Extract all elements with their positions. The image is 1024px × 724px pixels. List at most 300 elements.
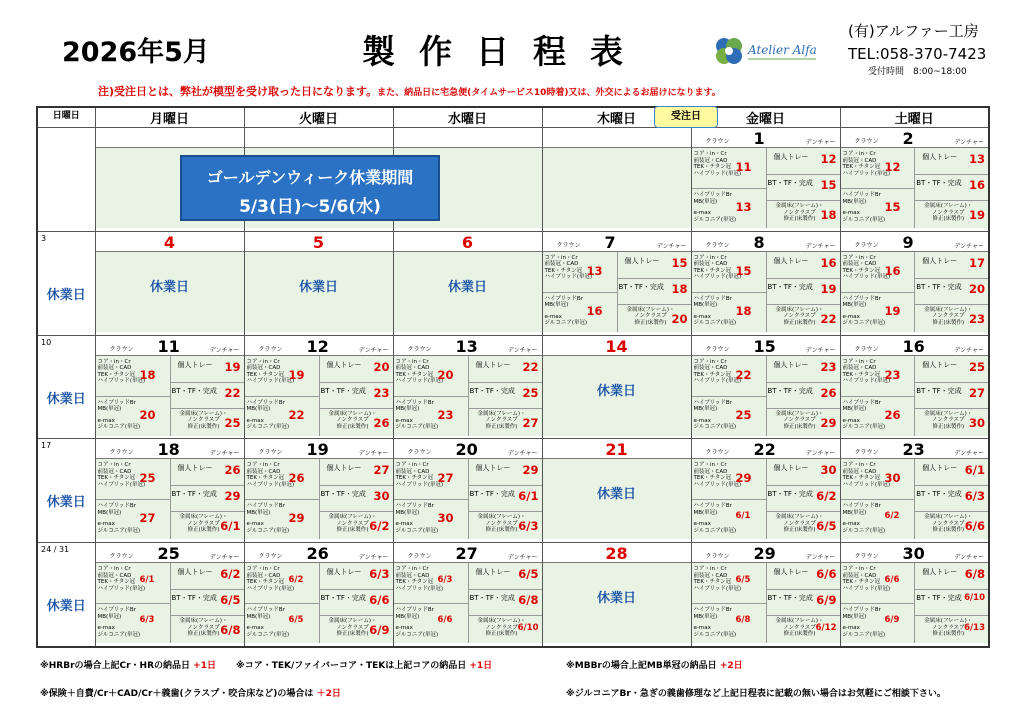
metal-label: 金属床(フレーム)・ ノンクラスプ 修正(床製作) bbox=[924, 306, 973, 326]
weekday-saturday: 土曜日 bbox=[840, 107, 989, 128]
day-cell bbox=[244, 439, 393, 543]
bt-label: BT・TF・完成 bbox=[916, 490, 962, 499]
day-body bbox=[543, 563, 691, 643]
day-number: 13 bbox=[455, 336, 478, 356]
metal-label: 金属床(フレーム)・ ノンクラスプ 修正(床製作) bbox=[179, 618, 228, 638]
divider bbox=[692, 603, 766, 604]
crown-due-1: 18 bbox=[139, 367, 156, 382]
crown-due-1: 19 bbox=[288, 367, 305, 382]
divider bbox=[914, 278, 988, 279]
day-number: 6 bbox=[461, 232, 474, 252]
day-body bbox=[245, 563, 393, 643]
day-cell bbox=[95, 335, 244, 439]
week-label-cell bbox=[37, 335, 95, 439]
day-number: 4 bbox=[163, 232, 176, 252]
emax-label: e-max ジルコニア(単冠) bbox=[246, 625, 290, 638]
day-body bbox=[394, 252, 542, 332]
crown-label: クラウン bbox=[705, 138, 730, 145]
denture-due-1: 6/5 bbox=[518, 567, 539, 582]
footnote-core-text: ※コア・TEK/ファイバーコア・TEKは上記コアの納品日 bbox=[236, 661, 467, 671]
denture-label: デンチャー bbox=[954, 450, 984, 458]
denture-label: デンチャー bbox=[805, 346, 836, 354]
divider bbox=[468, 589, 542, 590]
crown-due-1: 13 bbox=[586, 263, 603, 278]
denture-due-3: 6/12 bbox=[815, 623, 837, 634]
divider bbox=[914, 615, 988, 616]
crown-label: クラウン bbox=[854, 241, 879, 249]
closed-label: 休業日 bbox=[596, 591, 636, 607]
day-header bbox=[394, 128, 542, 148]
bt-label: BT・TF・完成 bbox=[320, 386, 366, 395]
denture-label: デンチャー bbox=[805, 242, 836, 250]
emax-label: e-max ジルコニア(単冠) bbox=[693, 210, 737, 223]
divider bbox=[914, 511, 988, 512]
day-number: 27 bbox=[455, 544, 478, 564]
business-hours: 受付時間 8:00~18:00 bbox=[868, 67, 967, 77]
day-number: 22 bbox=[753, 440, 776, 460]
day-number: 29 bbox=[753, 544, 776, 564]
day-body bbox=[692, 148, 840, 228]
hybrid-label: ハイブリッドBr MB(単冠) bbox=[693, 503, 732, 516]
divider bbox=[914, 356, 915, 436]
day-number: 16 bbox=[902, 336, 925, 356]
notice-rest: また、納品日に宅急便(タイムサービス10時着)又は、外交によるお届けになります。 bbox=[377, 88, 721, 98]
personal-tray-label: 個人トレー bbox=[326, 464, 362, 473]
day-body bbox=[692, 252, 840, 332]
divider bbox=[692, 396, 766, 397]
bt-label: BT・TF・完成 bbox=[469, 594, 515, 603]
metal-label: 金属床(フレーム)・ ノンクラスプ 修正(床製作) bbox=[477, 410, 526, 430]
day-body bbox=[841, 252, 989, 332]
day-header bbox=[245, 232, 393, 252]
divider bbox=[766, 356, 767, 436]
crown-due-1: 11 bbox=[735, 160, 752, 174]
crown-label: クラウン bbox=[705, 345, 730, 353]
weekday-friday: 金曜日 bbox=[691, 107, 840, 128]
crown-label: クラウン bbox=[258, 553, 283, 561]
day-header bbox=[841, 128, 989, 148]
crown-due-2: 19 bbox=[884, 303, 901, 318]
crown-due-1: 6/3 bbox=[437, 575, 453, 586]
personal-tray-label: 個人トレー bbox=[773, 464, 809, 473]
day-body bbox=[394, 356, 542, 436]
hybrid-label: ハイブリッドBr MB(単冠) bbox=[246, 503, 285, 516]
divider bbox=[170, 408, 244, 409]
denture-due-1: 26 bbox=[224, 463, 241, 478]
footnote-core-days: +1日 bbox=[469, 661, 493, 671]
day-body bbox=[245, 459, 393, 539]
divider bbox=[468, 408, 542, 409]
crown-due-1: 16 bbox=[884, 263, 901, 278]
crown-due-1: 15 bbox=[735, 263, 752, 278]
divider bbox=[319, 615, 393, 616]
order-date-callout: 受注日 bbox=[654, 106, 718, 128]
bt-label: BT・TF・完成 bbox=[469, 386, 515, 395]
divider bbox=[766, 459, 767, 539]
divider bbox=[914, 589, 988, 590]
crown-label: クラウン bbox=[705, 449, 730, 457]
denture-due-3: 22 bbox=[820, 311, 837, 326]
emax-label: e-max ジルコニア(単冠) bbox=[842, 417, 886, 431]
denture-due-1: 27 bbox=[373, 463, 390, 478]
bt-label: BT・TF・完成 bbox=[916, 594, 962, 603]
divider bbox=[170, 615, 244, 616]
denture-label: デンチャー bbox=[209, 554, 240, 562]
core-label: コア・in・Cr 前装冠・CAD TEK・チタン冠 ハイブリッド(単冠) bbox=[693, 358, 742, 385]
notice-main: 注)受注日とは、弊社が模型を受け取った日になります。 bbox=[98, 85, 378, 98]
denture-due-1: 29 bbox=[522, 463, 539, 478]
crown-due-2: 25 bbox=[735, 407, 752, 422]
day-header bbox=[245, 439, 393, 459]
denture-due-1: 22 bbox=[522, 359, 539, 374]
hybrid-label: ハイブリッドBr MB(単冠) bbox=[544, 295, 583, 309]
divider bbox=[319, 356, 320, 436]
footnote-insurance bbox=[40, 686, 341, 699]
divider bbox=[394, 499, 468, 500]
hybrid-label: ハイブリッドBr MB(単冠) bbox=[97, 399, 136, 413]
core-label: コア・in・Cr 前装冠・CAD TEK・チタン冠 ハイブリッド(単冠) bbox=[842, 254, 891, 281]
crown-due-2: 23 bbox=[437, 407, 454, 422]
emax-label: e-max ジルコニア(単冠) bbox=[693, 521, 737, 534]
crown-due-2: 30 bbox=[437, 511, 454, 526]
crown-due-1: 6/5 bbox=[735, 575, 751, 586]
metal-label: 金属床(フレーム)・ ノンクラスプ 修正(床製作) bbox=[477, 618, 526, 638]
denture-label: デンチャー bbox=[507, 554, 538, 562]
day-number: 12 bbox=[306, 336, 329, 356]
metal-label: 金属床(フレーム)・ ノンクラスプ 修正(床製作) bbox=[924, 618, 973, 638]
hybrid-label: ハイブリッドBr MB(単冠) bbox=[842, 607, 881, 620]
crown-due-1: 27 bbox=[437, 471, 454, 486]
personal-tray-label: 個人トレー bbox=[475, 360, 511, 369]
day-body bbox=[543, 252, 691, 332]
day-header bbox=[394, 232, 542, 252]
denture-due-3: 20 bbox=[671, 311, 688, 326]
day-header bbox=[841, 543, 989, 563]
hybrid-label: ハイブリッドBr MB(単冠) bbox=[842, 503, 881, 516]
day-body bbox=[692, 563, 840, 643]
footnote-hrbr-days: +1日 bbox=[193, 661, 216, 671]
day-number: 25 bbox=[157, 544, 180, 564]
denture-due-3: 25 bbox=[224, 415, 241, 430]
bt-label: BT・TF・完成 bbox=[320, 594, 366, 603]
metal-label: 金属床(フレーム)・ ノンクラスプ 修正(床製作) bbox=[179, 410, 228, 430]
day-number: 14 bbox=[605, 336, 628, 356]
denture-due-2: 19 bbox=[820, 281, 837, 296]
week-row bbox=[37, 543, 989, 647]
denture-label: デンチャー bbox=[209, 346, 240, 354]
hybrid-label: ハイブリッドBr MB(単冠) bbox=[842, 399, 881, 413]
personal-tray-label: 個人トレー bbox=[326, 360, 362, 369]
denture-due-1: 6/2 bbox=[220, 567, 241, 582]
crown-due-1: 6/6 bbox=[884, 575, 900, 586]
bt-label: BT・TF・完成 bbox=[916, 282, 962, 291]
denture-due-2: 25 bbox=[522, 385, 539, 400]
day-cell bbox=[244, 543, 393, 647]
day-cell bbox=[95, 543, 244, 647]
denture-due-3: 18 bbox=[820, 208, 837, 222]
day-cell bbox=[691, 543, 840, 647]
hybrid-label: ハイブリッドBr MB(単冠) bbox=[395, 399, 434, 413]
day-body bbox=[96, 563, 244, 643]
denture-due-1: 25 bbox=[968, 359, 985, 374]
crown-label: クラウン bbox=[854, 553, 879, 561]
day-header bbox=[96, 336, 244, 356]
metal-label: 金属床(フレーム)・ ノンクラスプ 修正(床製作) bbox=[328, 618, 377, 638]
crown-due-1: 20 bbox=[437, 367, 454, 382]
day-number: 19 bbox=[306, 440, 329, 460]
notice-text bbox=[98, 83, 721, 99]
denture-label: デンチャー bbox=[507, 346, 538, 354]
day-number: 9 bbox=[902, 232, 914, 252]
bt-label: BT・TF・完成 bbox=[916, 386, 962, 395]
core-label: コア・in・Cr 前装冠・CAD TEK・チタン冠 ハイブリッド(単冠) bbox=[97, 462, 146, 488]
denture-due-1: 20 bbox=[373, 359, 390, 374]
day-body bbox=[841, 148, 989, 228]
divider bbox=[914, 148, 915, 228]
day-cell bbox=[691, 128, 840, 232]
denture-due-2: 6/8 bbox=[518, 593, 539, 608]
crown-due-2: 20 bbox=[139, 407, 156, 422]
day-number: 26 bbox=[306, 544, 329, 564]
closed-label: 休業日 bbox=[596, 487, 636, 503]
day-number: 18 bbox=[157, 440, 180, 460]
emax-label: e-max ジルコニア(単冠) bbox=[97, 625, 141, 638]
divider bbox=[170, 589, 244, 590]
day-header bbox=[394, 543, 542, 563]
denture-label: デンチャー bbox=[954, 242, 984, 250]
closed-label: 休業日 bbox=[596, 383, 636, 399]
divider bbox=[96, 499, 170, 500]
personal-tray-label: 個人トレー bbox=[773, 256, 809, 265]
denture-due-2: 20 bbox=[968, 281, 985, 296]
bt-label: BT・TF・完成 bbox=[171, 594, 217, 603]
day-number: 21 bbox=[605, 440, 628, 460]
day-cell bbox=[393, 231, 542, 335]
divider bbox=[468, 459, 469, 539]
closed-label: 休業日 bbox=[149, 279, 189, 295]
crown-due-2: 13 bbox=[735, 200, 752, 214]
denture-label: デンチャー bbox=[358, 554, 389, 562]
denture-due-1: 16 bbox=[820, 255, 837, 270]
day-cell bbox=[691, 231, 840, 335]
day-body bbox=[245, 252, 393, 332]
day-body bbox=[96, 459, 244, 539]
crown-due-2: 26 bbox=[884, 407, 901, 422]
crown-due-1: 22 bbox=[735, 367, 752, 382]
denture-due-1: 12 bbox=[820, 152, 837, 166]
personal-tray-label: 個人トレー bbox=[475, 464, 511, 473]
day-cell bbox=[244, 335, 393, 439]
footnote-core bbox=[236, 658, 492, 671]
divider bbox=[468, 382, 542, 383]
crown-label: クラウン bbox=[109, 553, 134, 561]
day-header bbox=[841, 439, 989, 459]
divider bbox=[766, 148, 767, 228]
crown-label: クラウン bbox=[407, 449, 432, 457]
hybrid-label: ハイブリッドBr MB(単冠) bbox=[246, 399, 285, 413]
divider bbox=[245, 603, 319, 604]
personal-tray-label: 個人トレー bbox=[177, 568, 213, 577]
crown-due-1: 30 bbox=[884, 471, 901, 486]
crown-label: クラウン bbox=[705, 241, 730, 249]
crown-due-1: 6/2 bbox=[288, 575, 304, 586]
divider bbox=[914, 174, 988, 175]
day-number: 7 bbox=[604, 232, 616, 252]
phone-number: TEL:058-370-7423 bbox=[848, 45, 987, 63]
divider bbox=[766, 485, 840, 486]
day-body bbox=[841, 563, 989, 643]
denture-due-2: 16 bbox=[968, 178, 985, 192]
emax-label: e-max ジルコニア(単冠) bbox=[246, 417, 290, 431]
crown-due-1: 26 bbox=[288, 471, 305, 486]
crown-label: クラウン bbox=[258, 449, 283, 457]
core-label: コア・in・Cr 前装冠・CAD TEK・チタン冠 ハイブリッド(単冠) bbox=[395, 566, 444, 592]
day-body bbox=[245, 356, 393, 436]
bt-label: BT・TF・完成 bbox=[618, 282, 664, 291]
footnote-mbbr-text: ※MBBrの場合上記MB単冠の納品日 bbox=[566, 661, 717, 671]
closed-label: 休業日 bbox=[298, 279, 338, 295]
personal-tray-label: 個人トレー bbox=[922, 568, 958, 577]
denture-label: デンチャー bbox=[805, 139, 836, 146]
divider bbox=[914, 459, 915, 539]
bt-label: BT・TF・完成 bbox=[469, 490, 515, 499]
core-label: コア・in・Cr 前装冠・CAD TEK・チタン冠 ハイブリッド(単冠) bbox=[246, 566, 295, 592]
divider bbox=[841, 603, 915, 604]
sunday-closed-label: 休業日 bbox=[46, 287, 86, 303]
emax-label: e-max ジルコニア(単冠) bbox=[246, 521, 290, 534]
day-header bbox=[96, 439, 244, 459]
company-name: (有)アルファー工房 bbox=[848, 22, 979, 40]
day-header bbox=[543, 543, 691, 563]
day-header bbox=[692, 128, 840, 148]
day-header bbox=[841, 232, 989, 252]
divider bbox=[543, 292, 617, 293]
divider bbox=[617, 304, 691, 305]
personal-tray-label: 個人トレー bbox=[326, 568, 362, 577]
divider bbox=[245, 396, 319, 397]
divider bbox=[394, 603, 468, 604]
day-number: 20 bbox=[455, 440, 478, 460]
core-label: コア・in・Cr 前装冠・CAD TEK・チタン冠 ハイブリッド(単冠) bbox=[693, 462, 742, 488]
crown-due-1: 6/1 bbox=[139, 575, 155, 586]
divider bbox=[841, 188, 915, 189]
day-header bbox=[245, 336, 393, 356]
personal-tray-label: 個人トレー bbox=[177, 464, 213, 473]
core-label: コア・in・Cr 前装冠・CAD TEK・チタン冠 ハイブリッド(単冠) bbox=[842, 462, 891, 488]
crown-due-2: 18 bbox=[735, 303, 752, 318]
day-cell bbox=[840, 128, 989, 232]
denture-due-3: 6/6 bbox=[964, 519, 985, 534]
day-header bbox=[543, 336, 691, 356]
day-number: 15 bbox=[753, 336, 776, 356]
day-header bbox=[245, 128, 393, 148]
personal-tray-label: 個人トレー bbox=[624, 256, 660, 265]
crown-label: クラウン bbox=[258, 345, 283, 353]
crown-label: クラウン bbox=[109, 345, 134, 353]
emax-label: e-max ジルコニア(単冠) bbox=[544, 313, 588, 327]
footnote-hrbr bbox=[40, 658, 216, 671]
weekday-monday: 月曜日 bbox=[95, 107, 244, 128]
hybrid-label: ハイブリッドBr MB(単冠) bbox=[693, 192, 732, 205]
crown-due-2: 22 bbox=[288, 407, 305, 422]
day-number: 30 bbox=[902, 544, 925, 564]
crown-due-2: 6/1 bbox=[735, 511, 751, 522]
denture-due-3: 27 bbox=[522, 415, 539, 430]
denture-label: デンチャー bbox=[954, 554, 984, 562]
divider bbox=[766, 382, 840, 383]
personal-tray-label: 個人トレー bbox=[922, 256, 958, 265]
divider bbox=[914, 485, 988, 486]
day-header bbox=[394, 336, 542, 356]
denture-due-2: 26 bbox=[820, 385, 837, 400]
divider bbox=[394, 396, 468, 397]
day-header bbox=[394, 439, 542, 459]
divider bbox=[468, 563, 469, 643]
core-label: コア・in・Cr 前装冠・CAD TEK・チタン冠 ハイブリッド(単冠) bbox=[246, 358, 295, 385]
footnote-insurance-text: ※保険＋自費/Cr＋CAD/Cr＋義歯(クラスプ・咬合床など)の場合は bbox=[40, 689, 314, 699]
core-label: コア・in・Cr 前装冠・CAD TEK・チタン冠 ハイブリッド(単冠) bbox=[97, 358, 146, 385]
divider bbox=[692, 499, 766, 500]
personal-tray-label: 個人トレー bbox=[922, 464, 958, 473]
denture-due-2: 22 bbox=[224, 385, 241, 400]
crown-due-2: 6/6 bbox=[437, 615, 453, 626]
week-row bbox=[37, 439, 989, 543]
day-header bbox=[692, 439, 840, 459]
divider bbox=[319, 485, 393, 486]
denture-due-2: 6/3 bbox=[964, 489, 985, 504]
hybrid-label: ハイブリッドBr MB(単冠) bbox=[97, 503, 136, 516]
divider bbox=[766, 252, 767, 332]
personal-tray-label: 個人トレー bbox=[773, 360, 809, 369]
core-label: コア・in・Cr 前装冠・CAD TEK・チタン冠 ハイブリッド(単冠) bbox=[693, 254, 742, 281]
day-number: 1 bbox=[753, 129, 765, 148]
divider bbox=[914, 200, 988, 201]
personal-tray-label: 個人トレー bbox=[922, 153, 958, 161]
day-cell bbox=[840, 543, 989, 647]
emax-label: e-max ジルコニア(単冠) bbox=[842, 521, 886, 534]
denture-due-1: 15 bbox=[671, 255, 688, 270]
day-header bbox=[245, 543, 393, 563]
divider bbox=[319, 511, 393, 512]
day-header bbox=[96, 128, 244, 148]
divider bbox=[170, 563, 171, 643]
divider bbox=[170, 511, 244, 512]
denture-due-2: 30 bbox=[373, 489, 390, 504]
footnote-mbbr-days: +2日 bbox=[719, 661, 743, 671]
crown-due-2: 15 bbox=[884, 200, 901, 214]
day-cell bbox=[840, 335, 989, 439]
emax-label: e-max ジルコニア(単冠) bbox=[842, 625, 886, 638]
denture-due-1: 13 bbox=[968, 152, 985, 166]
denture-due-1: 6/1 bbox=[964, 463, 985, 478]
divider bbox=[170, 485, 244, 486]
crown-due-2: 6/8 bbox=[735, 615, 751, 626]
hybrid-label: ハイブリッドBr MB(単冠) bbox=[97, 607, 136, 620]
core-label: コア・in・Cr 前装冠・CAD TEK・チタン冠 ハイブリッド(単冠) bbox=[693, 151, 742, 177]
emax-label: e-max ジルコニア(単冠) bbox=[395, 521, 439, 534]
divider bbox=[319, 408, 393, 409]
crown-due-2: 6/2 bbox=[884, 511, 900, 522]
day-body bbox=[543, 356, 691, 436]
divider bbox=[766, 615, 840, 616]
svg-text:Atelier Alfa: Atelier Alfa bbox=[748, 43, 817, 57]
day-cell bbox=[244, 231, 393, 335]
metal-label: 金属床(フレーム)・ ノンクラスプ 修正(床製作) bbox=[775, 410, 824, 430]
week-row bbox=[37, 231, 989, 335]
emax-label: e-max ジルコニア(単冠) bbox=[395, 625, 439, 638]
day-header bbox=[692, 232, 840, 252]
denture-due-1: 6/3 bbox=[369, 567, 390, 582]
